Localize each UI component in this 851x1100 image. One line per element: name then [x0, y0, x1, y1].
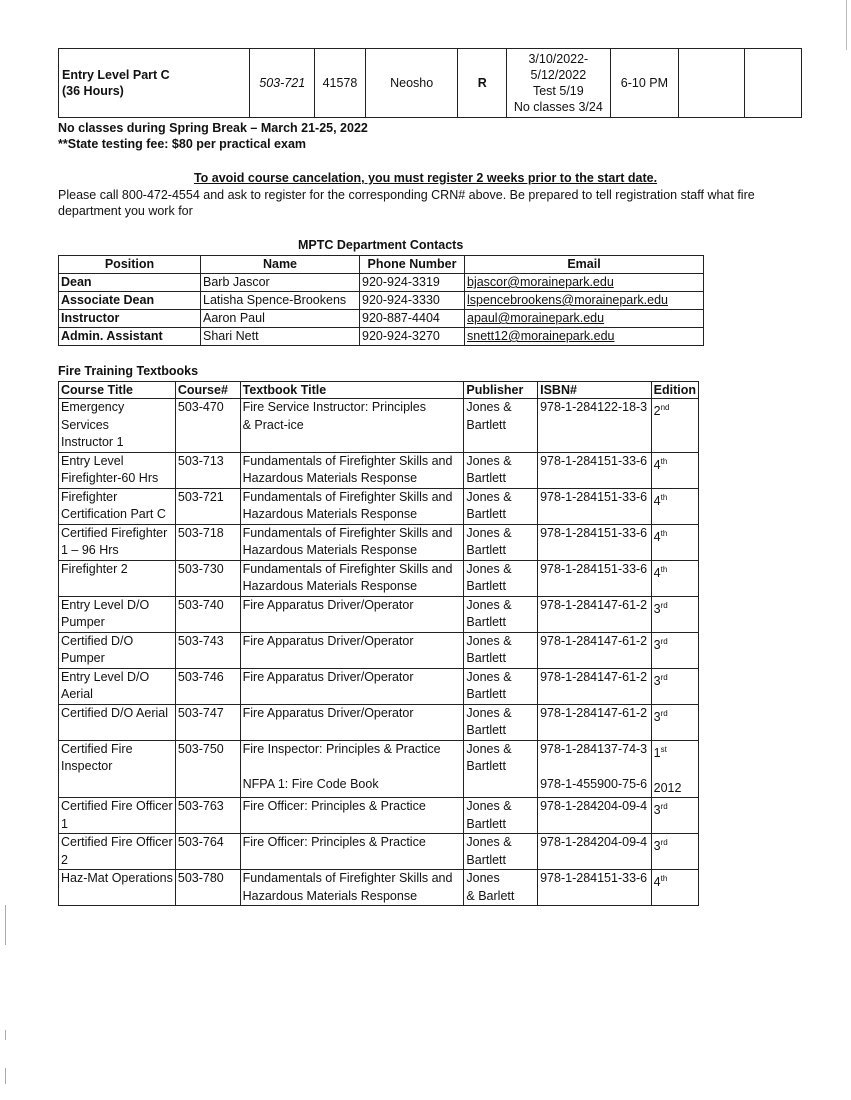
textbook-row	[59, 798, 699, 834]
textbook-title-line: Hazardous Materials Response	[242, 543, 418, 557]
textbook-title-line: Hazardous Materials Response	[242, 579, 418, 593]
textbook-row	[59, 834, 699, 870]
registration-info: Please call 800-472-4554 and ask to register for the corresponding CRN# above. Be prepared to tell registration staff what fire department you work for	[58, 188, 755, 218]
header-edition: Edition	[651, 382, 698, 399]
textbook-row	[59, 870, 699, 906]
publisher-line: Bartlett	[466, 579, 507, 593]
course-number	[175, 632, 240, 668]
contact-email-cell	[465, 310, 704, 328]
textbook-title-line: Fire Officer: Principles & Practice	[242, 799, 426, 814]
edition	[651, 452, 698, 488]
edition	[651, 524, 698, 560]
header-phone: Phone Number	[360, 256, 465, 274]
course-title	[59, 399, 176, 453]
edition	[651, 399, 698, 453]
edition-number: 2	[653, 404, 661, 419]
textbook-title-line: Hazardous Materials Response	[242, 471, 418, 485]
isbn-value: 978-1-284151-33-6	[540, 561, 648, 576]
publisher-line: Jones &	[466, 669, 512, 684]
edition-suffix: rd	[660, 838, 668, 848]
isbn	[538, 834, 652, 870]
isbn	[538, 632, 652, 668]
textbook-row	[59, 704, 699, 740]
course-title	[59, 798, 176, 834]
contact-email-cell	[465, 274, 704, 292]
edition-suffix: th	[660, 564, 668, 574]
course-number-value: 503-747	[177, 705, 224, 720]
edition-suffix: rd	[660, 672, 668, 682]
edition-suffix: th	[660, 874, 668, 884]
course-time: 6-10 PM	[610, 49, 679, 118]
textbook-title	[240, 632, 464, 668]
empty-cell	[745, 49, 802, 118]
edition: 1st 2012	[651, 740, 698, 798]
course-number-value: 503-743	[177, 633, 224, 648]
course-number	[175, 870, 240, 906]
course-title-line: Emergency Services	[61, 400, 125, 432]
isbn-value: 978-1-284147-61-2	[540, 669, 648, 684]
textbook-row	[59, 399, 699, 453]
isbn	[538, 870, 652, 906]
publisher-line: Bartlett	[466, 471, 507, 485]
publisher-line: Jones &	[466, 835, 512, 850]
end-date: 5/12/2022	[530, 68, 587, 82]
publisher-line: Jones &	[466, 489, 512, 504]
course-title-line: 1	[61, 816, 68, 831]
edition-suffix: th	[660, 492, 668, 502]
contact-position: Instructor	[59, 310, 201, 328]
course-title: Certified Fire Inspector	[59, 740, 176, 798]
textbook-row	[59, 596, 699, 632]
textbook-row	[59, 452, 699, 488]
edition-suffix: nd	[660, 403, 670, 412]
edition-number: 3	[653, 709, 661, 724]
textbook-title-line: Fundamentals of Firefighter Skills and	[242, 871, 453, 886]
textbook-title	[240, 524, 464, 560]
textbook-title-line: Fundamentals of Firefighter Skills and	[242, 453, 453, 468]
textbook-title	[240, 704, 464, 740]
publisher	[464, 704, 538, 740]
edition	[651, 596, 698, 632]
course-title	[59, 834, 176, 870]
course-number	[175, 668, 240, 704]
course-title	[59, 452, 176, 488]
course-title-line: Pumper	[61, 615, 105, 629]
course-number: 503-750	[175, 740, 240, 798]
isbn	[538, 524, 652, 560]
textbook-title	[240, 560, 464, 596]
course-title	[59, 488, 176, 524]
course-number-value: 503-470	[177, 400, 224, 414]
publisher-line: Jones &	[466, 597, 512, 612]
isbn-value: 978-1-284151-33-6	[540, 871, 648, 886]
contact-position: Associate Dean	[59, 292, 201, 310]
edition	[651, 834, 698, 870]
publisher	[464, 524, 538, 560]
course-number-value: 503-730	[177, 561, 224, 576]
textbook-title-line: Fire Apparatus Driver/Operator	[242, 705, 414, 720]
isbn	[538, 488, 652, 524]
edition-suffix: rd	[660, 600, 668, 610]
textbook-title	[240, 798, 464, 834]
publisher-line: Bartlett	[466, 417, 507, 432]
course-title-line: Firefighter-60 Hrs	[61, 471, 159, 485]
textbook-title	[240, 668, 464, 704]
publisher	[464, 668, 538, 704]
contact-email-link[interactable]: lspencebrookens@morainepark.edu	[467, 293, 669, 307]
contact-name: Aaron Paul	[201, 310, 360, 328]
publisher-line: Jones &	[466, 453, 512, 468]
header-course-title: Course Title	[59, 382, 176, 399]
course-hours: (36 Hours)	[62, 84, 124, 98]
header-email: Email	[465, 256, 704, 274]
publisher-line: Bartlett	[466, 816, 507, 831]
header-publisher: Publisher	[464, 382, 538, 399]
edition	[651, 560, 698, 596]
contact-name: Latisha Spence-Brookens	[201, 292, 360, 310]
textbook-title-line: Hazardous Materials Response	[242, 507, 418, 521]
contact-phone: 920-924-3270	[360, 328, 465, 346]
textbook-row	[59, 740, 699, 798]
isbn: 978-1-284137-74-3 978-1-455900-75-6	[538, 740, 652, 798]
publisher	[464, 870, 538, 906]
header-isbn: ISBN#	[538, 382, 652, 399]
course-row	[59, 49, 802, 118]
textbook-title	[240, 870, 464, 906]
contact-phone: 920-887-4404	[360, 310, 465, 328]
crn: 41578	[315, 49, 366, 118]
course-number	[175, 452, 240, 488]
textbook-title-line: Fire Officer: Principles & Practice	[242, 835, 426, 850]
course-number-value: 503-764	[177, 835, 224, 850]
edition	[651, 488, 698, 524]
isbn	[538, 704, 652, 740]
publisher-line: Bartlett	[466, 687, 507, 701]
location: Neosho	[365, 49, 458, 118]
publisher-line: Jones &	[466, 525, 512, 540]
course-title-line: Entry Level D/O	[61, 597, 150, 612]
course-title-line: Certification Part C	[61, 507, 166, 521]
publisher-line: Jones &	[466, 799, 512, 814]
edition	[651, 632, 698, 668]
edition	[651, 704, 698, 740]
publisher-line: Bartlett	[466, 852, 507, 867]
edition-suffix: th	[660, 456, 668, 466]
course-type: R	[458, 49, 507, 118]
course-number-value: 503-721	[177, 489, 224, 504]
textbook-title-line: Fire Apparatus Driver/Operator	[242, 669, 414, 684]
course-title-line: Instructor 1	[61, 435, 124, 449]
course-title-line: Entry Level	[61, 453, 124, 468]
textbook-title	[240, 488, 464, 524]
textbook-title	[240, 452, 464, 488]
publisher-line: Jones &	[466, 633, 512, 648]
edition-suffix: rd	[660, 802, 668, 812]
edition-number: 4	[653, 493, 661, 508]
textbooks-table	[58, 381, 699, 906]
empty-cell	[679, 49, 745, 118]
publisher	[464, 834, 538, 870]
isbn	[538, 452, 652, 488]
textbook-title	[240, 834, 464, 870]
scan-artifact	[5, 905, 6, 945]
course-number	[175, 834, 240, 870]
publisher-line: Jones &	[466, 705, 512, 720]
textbook-title	[240, 399, 464, 453]
course-title-line: 2	[61, 852, 68, 867]
contact-name: Shari Nett	[201, 328, 360, 346]
header-textbook-title: Textbook Title	[240, 382, 464, 399]
edition	[651, 870, 698, 906]
textbook-title	[240, 596, 464, 632]
publisher	[464, 798, 538, 834]
course-number	[175, 704, 240, 740]
contact-row	[59, 274, 704, 292]
textbook-row	[59, 668, 699, 704]
course-title	[59, 596, 176, 632]
publisher	[464, 399, 538, 453]
edition-suffix: rd	[660, 636, 668, 646]
isbn-value: 978-1-284151-33-6	[540, 489, 648, 504]
isbn-value: 978-1-284122-18-3	[540, 400, 648, 414]
course-title-line: Certified Fire Officer	[61, 799, 173, 814]
course-title	[59, 560, 176, 596]
course-number	[175, 596, 240, 632]
publisher: Jones & Bartlett	[464, 740, 538, 798]
textbooks-title: Fire Training Textbooks	[58, 364, 199, 378]
publisher-line: Bartlett	[466, 543, 507, 557]
publisher	[464, 596, 538, 632]
no-class-date: No classes 3/24	[513, 100, 603, 114]
publisher-line: Jones &	[466, 400, 512, 414]
publisher-line: Bartlett	[466, 723, 507, 737]
course-title-line: Firefighter 2	[61, 561, 128, 576]
textbook-title: Fire Inspector: Principles & Practice NFPA 1: Fire Code Book	[240, 740, 464, 798]
course-dates	[507, 49, 611, 118]
course-title: Entry Level Part C	[62, 68, 170, 82]
isbn-value: 978-1-284151-33-6	[540, 525, 648, 540]
contact-row	[59, 328, 704, 346]
course-number-value: 503-746	[177, 669, 224, 684]
publisher-line: Jones	[466, 871, 500, 886]
course-title	[59, 524, 176, 560]
course-title-line: 1 – 96 Hrs	[61, 543, 119, 557]
textbook-title-line: Fire Service Instructor: Principles	[242, 400, 427, 414]
isbn	[538, 399, 652, 453]
header-name: Name	[201, 256, 360, 274]
course-number-value: 503-718	[177, 525, 224, 540]
textbook-row	[59, 560, 699, 596]
edition-suffix: th	[660, 528, 668, 538]
course-title-line: Pumper	[61, 651, 105, 665]
isbn	[538, 798, 652, 834]
publisher-line: Bartlett	[466, 507, 507, 521]
testing-fee-note: **State testing fee: $80 per practical exam	[58, 137, 307, 151]
course-number	[175, 399, 240, 453]
course-title-cell	[59, 49, 250, 118]
contact-position: Dean	[59, 274, 201, 292]
contact-name: Barb Jascor	[201, 274, 360, 292]
course-title-line: Certified D/O Aerial	[61, 705, 168, 720]
textbook-title-line: Fundamentals of Firefighter Skills and	[242, 489, 453, 504]
contact-row	[59, 310, 704, 328]
publisher-line: Bartlett	[466, 651, 507, 665]
course-title	[59, 870, 176, 906]
edition	[651, 798, 698, 834]
textbooks-header-row	[59, 382, 699, 399]
textbook-row	[59, 488, 699, 524]
isbn-value: 978-1-284204-09-4	[540, 799, 648, 814]
course-number-value: 503-763	[177, 799, 224, 814]
isbn	[538, 560, 652, 596]
edition-suffix: rd	[660, 708, 668, 718]
publisher	[464, 488, 538, 524]
contacts-table	[58, 255, 704, 346]
course-number: 503-721	[250, 49, 315, 118]
contact-email-cell	[465, 328, 704, 346]
isbn-value: 978-1-284204-09-4	[540, 835, 648, 850]
publisher	[464, 452, 538, 488]
course-number-value: 503-713	[177, 453, 224, 468]
start-date: 3/10/2022-	[528, 52, 589, 66]
contacts-title: MPTC Department Contacts	[298, 238, 464, 252]
publisher	[464, 560, 538, 596]
edition-number: 4	[653, 529, 661, 544]
course-number	[175, 524, 240, 560]
course-title	[59, 668, 176, 704]
edition-number: 4	[653, 875, 661, 890]
course-number-value: 503-780	[177, 871, 224, 886]
course-title	[59, 632, 176, 668]
isbn-value: 978-1-284147-61-2	[540, 705, 648, 720]
course-title-line: Haz-Mat Operations	[61, 871, 173, 886]
scan-artifact	[5, 1030, 6, 1040]
textbook-title-line: Fundamentals of Firefighter Skills and	[242, 525, 453, 540]
edition-number: 4	[653, 457, 661, 472]
contact-email-link[interactable]: bjascor@morainepark.edu	[467, 275, 614, 289]
course-number	[175, 560, 240, 596]
course-title-line: Certified Fire Officer	[61, 835, 173, 850]
scan-artifact	[5, 1068, 6, 1084]
textbook-title-line: & Pract-ice	[242, 417, 304, 432]
textbook-title-line: Hazardous Materials Response	[242, 888, 418, 903]
isbn	[538, 596, 652, 632]
textbook-title-line: Fundamentals of Firefighter Skills and	[242, 561, 453, 576]
edition-number: 3	[653, 839, 661, 854]
edition-number: 3	[653, 803, 661, 818]
textbook-title-line: Fire Apparatus Driver/Operator	[242, 597, 414, 612]
textbook-row	[59, 524, 699, 560]
header-position: Position	[59, 256, 201, 274]
contact-phone: 920-924-3319	[360, 274, 465, 292]
contact-position: Admin. Assistant	[59, 328, 201, 346]
spring-break-note: No classes during Spring Break – March 21-25, 2022	[58, 121, 368, 135]
edition-number: 4	[653, 565, 661, 580]
course-title-line: Aerial	[61, 687, 93, 701]
textbook-row	[59, 632, 699, 668]
contact-email-link[interactable]: apaul@morainepark.edu	[467, 311, 605, 325]
publisher	[464, 632, 538, 668]
edition-number: 3	[653, 673, 661, 688]
course-title-line: Certified Firefighter	[61, 525, 168, 540]
contact-phone: 920-924-3330	[360, 292, 465, 310]
edition	[651, 668, 698, 704]
test-date: Test 5/19	[532, 84, 584, 98]
course-title-line: Firefighter	[61, 489, 118, 504]
textbook-title-line: Fire Apparatus Driver/Operator	[242, 633, 414, 648]
course-number	[175, 488, 240, 524]
course-title	[59, 704, 176, 740]
scan-edge-line	[846, 0, 847, 50]
course-title-line: Entry Level D/O	[61, 669, 150, 684]
contact-row	[59, 292, 704, 310]
contact-email-link[interactable]: snett12@morainepark.edu	[467, 329, 615, 343]
isbn-value: 978-1-284151-33-6	[540, 453, 648, 468]
course-number	[175, 798, 240, 834]
isbn-value: 978-1-284147-61-2	[540, 597, 648, 612]
course-number-value: 503-740	[177, 597, 224, 612]
publisher-line: Jones &	[466, 561, 512, 576]
edition-number: 3	[653, 601, 661, 616]
cancellation-notice: To avoid course cancelation, you must register 2 weeks prior to the start date.	[193, 171, 658, 185]
isbn	[538, 668, 652, 704]
header-course-number: Course#	[175, 382, 240, 399]
publisher-line: Bartlett	[466, 615, 507, 629]
contact-email-cell	[465, 292, 704, 310]
course-schedule-table	[58, 48, 802, 118]
isbn-value: 978-1-284147-61-2	[540, 633, 648, 648]
publisher-line: & Barlett	[466, 888, 515, 903]
course-title-line: Certified D/O	[61, 633, 134, 648]
contacts-header-row	[59, 256, 704, 274]
edition-number: 3	[653, 637, 661, 652]
